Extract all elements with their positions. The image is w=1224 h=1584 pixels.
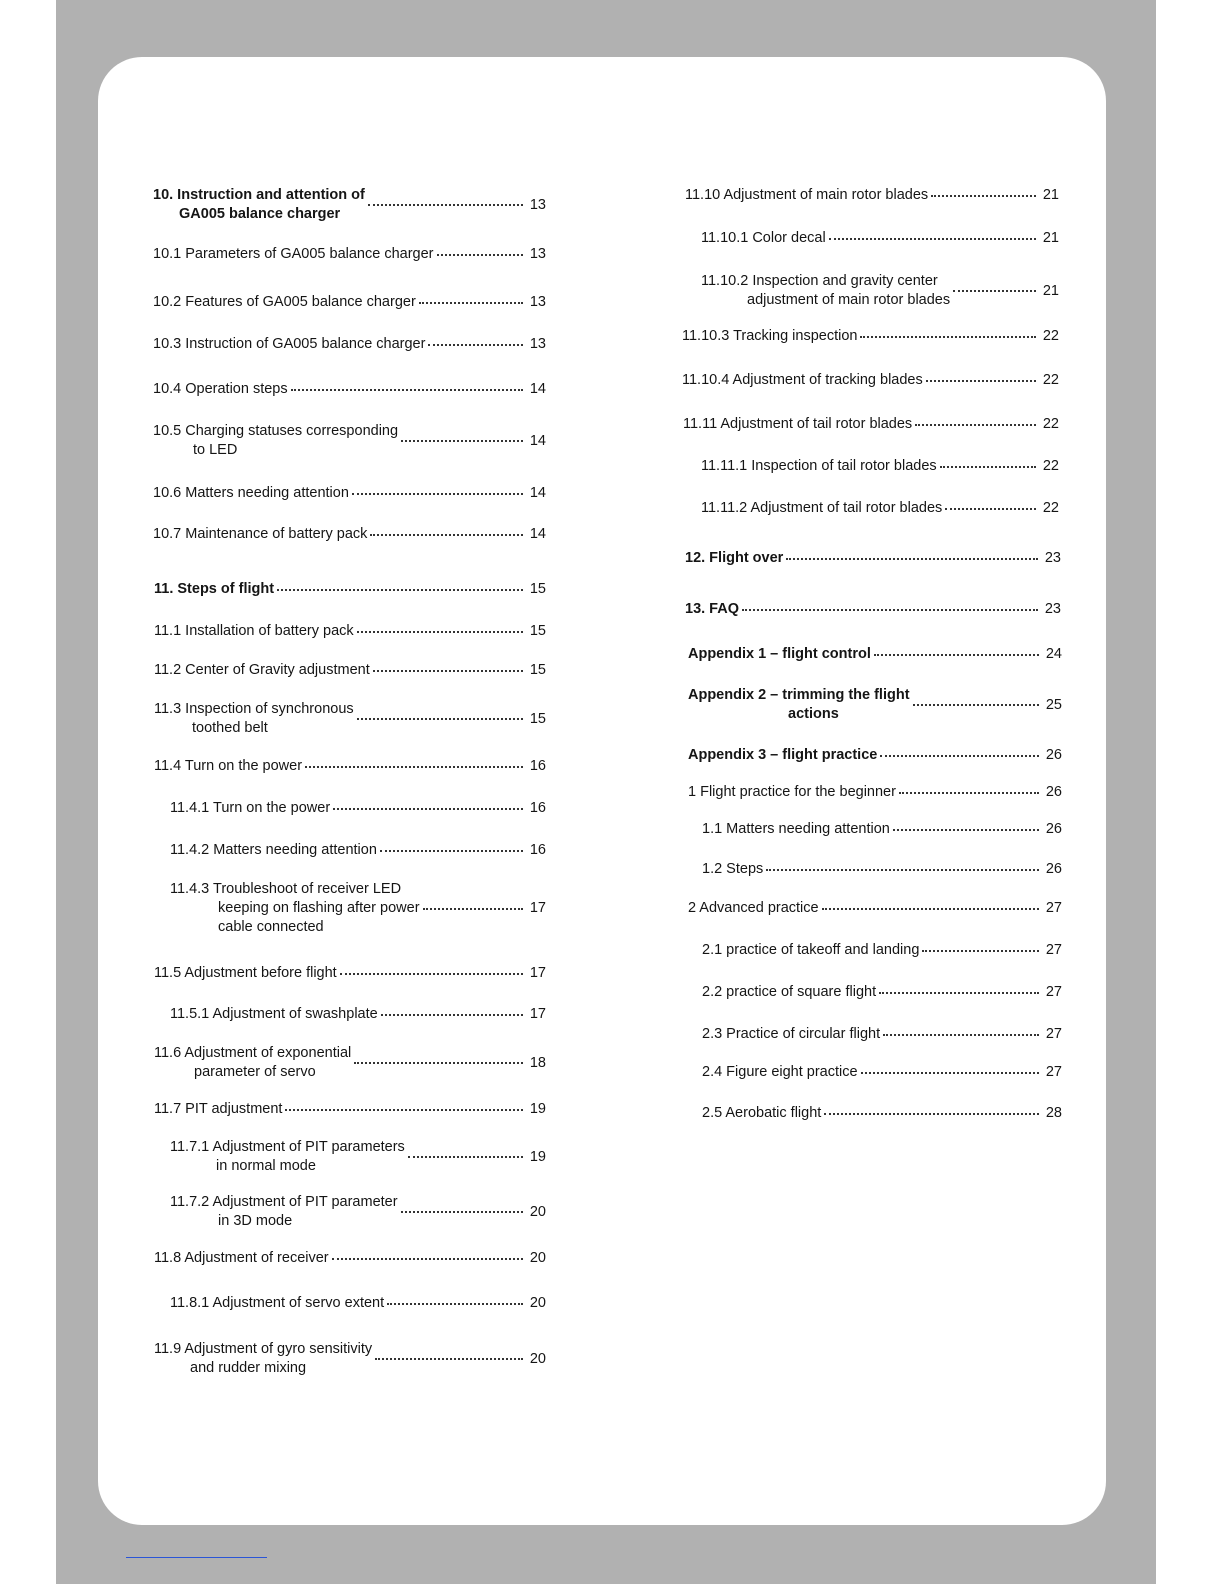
toc-entry[interactable] bbox=[702, 1025, 1062, 1044]
dot-leader bbox=[401, 1211, 523, 1213]
toc-page-number: 14 bbox=[529, 432, 546, 449]
toc-page-number: 15 bbox=[529, 581, 546, 597]
toc-entry[interactable] bbox=[682, 327, 1059, 346]
dot-leader bbox=[940, 466, 1036, 468]
toc-page-number: 23 bbox=[1044, 601, 1061, 617]
toc-page-number: 25 bbox=[1045, 696, 1062, 713]
dot-leader bbox=[861, 1072, 1039, 1074]
toc-page-number: 20 bbox=[529, 1203, 546, 1220]
toc-entry-title-line: and rudder mixing bbox=[190, 1360, 307, 1376]
toc-entry-title-line: to LED bbox=[193, 442, 238, 458]
toc-entry-title bbox=[702, 1104, 821, 1123]
toc-entry[interactable] bbox=[154, 1249, 546, 1268]
toc-entry-title bbox=[682, 327, 857, 346]
toc-page-number: 14 bbox=[529, 526, 546, 542]
toc-entry-title bbox=[701, 272, 950, 310]
toc-entry-title bbox=[153, 335, 425, 354]
dot-leader bbox=[742, 609, 1038, 611]
toc-entry-title bbox=[683, 415, 912, 434]
toc-entry-title bbox=[688, 783, 896, 802]
toc-entry-title-line: Appendix 1 – flight control bbox=[688, 646, 871, 662]
toc-entry[interactable] bbox=[153, 525, 546, 544]
toc-entry[interactable] bbox=[702, 1104, 1062, 1123]
dot-leader bbox=[332, 1258, 523, 1260]
toc-entry-title-line: 11.5 Adjustment before flight bbox=[154, 965, 337, 981]
toc-entry-title-line: GA005 balance charger bbox=[179, 206, 341, 222]
toc-page-number: 27 bbox=[1045, 1064, 1062, 1080]
toc-page-number: 22 bbox=[1042, 416, 1059, 432]
toc-page-number: 27 bbox=[1045, 1026, 1062, 1042]
toc-entry[interactable] bbox=[153, 380, 546, 399]
toc-entry-title bbox=[170, 1294, 384, 1313]
dot-leader bbox=[419, 302, 523, 304]
toc-entry[interactable] bbox=[702, 941, 1062, 960]
dot-leader bbox=[437, 254, 524, 256]
dot-leader bbox=[945, 508, 1036, 510]
toc-page-number: 20 bbox=[529, 1295, 546, 1311]
toc-entry-title-line: 10.2 Features of GA005 balance charger bbox=[153, 294, 416, 310]
toc-page-number: 16 bbox=[529, 800, 546, 816]
toc-entry-title bbox=[153, 245, 434, 264]
toc-entry[interactable] bbox=[154, 1044, 546, 1082]
toc-page-number: 22 bbox=[1042, 500, 1059, 516]
toc-page-number: 27 bbox=[1045, 984, 1062, 1000]
toc-entry-title-line: 11.7.2 Adjustment of PIT parameter bbox=[170, 1194, 398, 1210]
toc-entry-title-line: 2.1 practice of takeoff and landing bbox=[702, 942, 920, 958]
toc-entry-title bbox=[688, 645, 871, 664]
toc-entry-title bbox=[702, 1063, 858, 1082]
dot-leader bbox=[357, 718, 523, 720]
toc-entry[interactable] bbox=[170, 1193, 546, 1231]
toc-entry-title-line: toothed belt bbox=[192, 720, 268, 736]
dot-leader bbox=[893, 829, 1039, 831]
toc-page-number: 21 bbox=[1042, 187, 1059, 203]
toc-entry-title-line: in 3D mode bbox=[218, 1213, 293, 1229]
toc-entry[interactable] bbox=[154, 580, 546, 599]
dot-leader bbox=[786, 558, 1038, 560]
toc-page-number: 17 bbox=[529, 965, 546, 981]
dot-leader bbox=[357, 631, 523, 633]
toc-page-number: 26 bbox=[1045, 861, 1062, 877]
toc-entry-title bbox=[701, 499, 942, 518]
dot-leader bbox=[824, 1113, 1039, 1115]
toc-entry-title bbox=[153, 525, 367, 544]
toc-page-number: 22 bbox=[1042, 458, 1059, 474]
toc-entry-title-line: 1 Flight practice for the beginner bbox=[688, 784, 896, 800]
footer-link-underline[interactable] bbox=[126, 1557, 267, 1558]
toc-entry-title-line: 11.10.3 Tracking inspection bbox=[682, 328, 858, 344]
toc-entry[interactable] bbox=[154, 700, 546, 738]
toc-entry-title bbox=[682, 371, 923, 390]
dot-leader bbox=[829, 238, 1036, 240]
toc-entry-title bbox=[170, 1193, 398, 1231]
toc-entry-title bbox=[688, 899, 819, 918]
toc-entry-title-line: 1.1 Matters needing attention bbox=[702, 821, 890, 837]
toc-entry[interactable] bbox=[702, 820, 1062, 839]
toc-entry-title-line: 11.11.1 Inspection of tail rotor blades bbox=[701, 458, 937, 474]
dot-leader bbox=[922, 950, 1039, 952]
toc-entry-title bbox=[701, 457, 937, 476]
toc-entry-title-line: 10. Instruction and attention of bbox=[153, 187, 365, 203]
dot-leader bbox=[408, 1156, 523, 1158]
toc-entry[interactable] bbox=[154, 661, 546, 680]
toc-entry-title bbox=[685, 600, 739, 619]
toc-entry[interactable] bbox=[170, 841, 546, 860]
toc-entry-title bbox=[153, 293, 416, 312]
dot-leader bbox=[354, 1062, 523, 1064]
toc-page-number: 13 bbox=[529, 294, 546, 310]
toc-entry-title bbox=[154, 622, 354, 641]
dot-leader bbox=[380, 850, 523, 852]
toc-page-number: 14 bbox=[529, 485, 546, 501]
dot-leader bbox=[370, 534, 523, 536]
dot-leader bbox=[926, 380, 1036, 382]
toc-page-number: 16 bbox=[529, 842, 546, 858]
toc-entry-title bbox=[154, 1340, 372, 1378]
toc-entry[interactable] bbox=[688, 899, 1062, 918]
toc-entry[interactable] bbox=[170, 799, 546, 818]
toc-entry-title bbox=[153, 422, 398, 460]
toc-entry-title-line: 11.8.1 Adjustment of servo extent bbox=[170, 1295, 385, 1311]
toc-entry-title bbox=[170, 1005, 378, 1024]
toc-entry[interactable] bbox=[153, 484, 546, 503]
toc-entry-title-line: 2.5 Aerobatic flight bbox=[702, 1105, 822, 1121]
toc-entry-title bbox=[170, 841, 377, 860]
toc-page-number: 23 bbox=[1044, 550, 1061, 566]
toc-entry-title-line: 10.1 Parameters of GA005 balance charger bbox=[153, 246, 434, 262]
toc-entry-title-line: 11.7.1 Adjustment of PIT parameters bbox=[170, 1139, 405, 1155]
toc-entry-title bbox=[154, 661, 370, 680]
dot-leader bbox=[879, 992, 1039, 994]
toc-entry[interactable] bbox=[170, 880, 546, 937]
toc-page-number: 22 bbox=[1042, 372, 1059, 388]
toc-entry-title-line: 11.4.2 Matters needing attention bbox=[170, 842, 377, 858]
toc-entry[interactable] bbox=[153, 335, 546, 354]
toc-page-number: 17 bbox=[529, 900, 546, 916]
toc-entry-title-line: 1.2 Steps bbox=[702, 861, 764, 877]
toc-entry[interactable] bbox=[688, 783, 1062, 802]
toc-entry[interactable] bbox=[688, 645, 1062, 664]
toc-entry[interactable] bbox=[170, 1294, 546, 1313]
toc-entry[interactable] bbox=[702, 983, 1062, 1002]
toc-page-number: 19 bbox=[529, 1101, 546, 1117]
toc-entry[interactable] bbox=[154, 622, 546, 641]
toc-entry[interactable] bbox=[688, 746, 1062, 765]
toc-entry-title-line: 11.11 Adjustment of tail rotor blades bbox=[683, 416, 913, 432]
dot-leader bbox=[931, 195, 1036, 197]
toc-entry[interactable] bbox=[154, 964, 546, 983]
toc-entry-title-line: 11.10 Adjustment of main rotor blades bbox=[685, 187, 929, 203]
toc-entry-title bbox=[702, 860, 763, 879]
dot-leader bbox=[373, 670, 523, 672]
toc-entry-title bbox=[170, 880, 420, 937]
toc-entry-title-line: 11. Steps of flight bbox=[154, 581, 275, 597]
toc-page-number: 27 bbox=[1045, 942, 1062, 958]
toc-entry[interactable] bbox=[153, 422, 546, 460]
dot-leader bbox=[423, 908, 523, 910]
dot-leader bbox=[387, 1303, 523, 1305]
toc-entry-title bbox=[702, 1025, 880, 1044]
toc-entry[interactable] bbox=[701, 499, 1059, 518]
toc-entry-title-line: 11.9 Adjustment of gyro sensitivity bbox=[154, 1341, 373, 1357]
toc-page-number: 28 bbox=[1045, 1105, 1062, 1121]
toc-page-number: 19 bbox=[529, 1148, 546, 1165]
dot-leader bbox=[883, 1034, 1039, 1036]
dot-leader bbox=[340, 973, 523, 975]
toc-entry-title-line: 2.3 Practice of circular flight bbox=[702, 1026, 881, 1042]
toc-page-number: 26 bbox=[1045, 784, 1062, 800]
toc-page-number: 27 bbox=[1045, 900, 1062, 916]
dot-leader bbox=[381, 1014, 523, 1016]
toc-entry-title-line: 13. FAQ bbox=[685, 601, 739, 617]
dot-leader bbox=[913, 704, 1039, 706]
toc-entry[interactable] bbox=[701, 272, 1059, 310]
toc-entry-title-line: 10.4 Operation steps bbox=[153, 381, 288, 397]
dot-leader bbox=[401, 440, 523, 442]
toc-entry[interactable] bbox=[701, 457, 1059, 476]
toc-entry-title bbox=[701, 229, 826, 248]
toc-entry-title-line: 11.10.2 Inspection and gravity center bbox=[701, 273, 938, 289]
toc-entry-title-line: 2.2 practice of square flight bbox=[702, 984, 877, 1000]
toc-entry-title bbox=[154, 964, 337, 983]
toc-entry-title-line: 11.2 Center of Gravity adjustment bbox=[154, 662, 370, 678]
toc-page-number: 15 bbox=[529, 623, 546, 639]
dot-leader bbox=[874, 654, 1039, 656]
toc-entry-title bbox=[170, 1138, 405, 1176]
toc-entry-title-line: in normal mode bbox=[216, 1158, 316, 1174]
toc-entry[interactable] bbox=[170, 1005, 546, 1024]
toc-entry-title-line: 11.6 Adjustment of exponential bbox=[154, 1045, 352, 1061]
dot-leader bbox=[953, 290, 1036, 292]
toc-entry-title-line: 11.4.3 Troubleshoot of receiver LED bbox=[170, 881, 402, 897]
toc-entry[interactable] bbox=[685, 549, 1061, 568]
toc-entry[interactable] bbox=[702, 860, 1062, 879]
toc-page-number: 15 bbox=[529, 662, 546, 678]
toc-entry-title-line: 10.7 Maintenance of battery pack bbox=[153, 526, 368, 542]
toc-entry-title-line: keeping on flashing after power bbox=[218, 900, 420, 916]
toc-page-number: 13 bbox=[529, 246, 546, 262]
toc-entry-title bbox=[685, 549, 783, 568]
toc-entry-title-line: 10.6 Matters needing attention bbox=[153, 485, 349, 501]
toc-entry[interactable] bbox=[154, 1100, 546, 1119]
toc-entry[interactable] bbox=[153, 186, 546, 224]
toc-entry[interactable] bbox=[682, 371, 1059, 390]
toc-entry-title bbox=[153, 380, 288, 399]
toc-entry[interactable] bbox=[170, 1138, 546, 1176]
dot-leader bbox=[291, 389, 523, 391]
toc-page-number: 22 bbox=[1042, 328, 1059, 344]
toc-entry-title-line: 11.4 Turn on the power bbox=[154, 758, 303, 774]
dot-leader bbox=[860, 336, 1036, 338]
toc-entry-title-line: 11.10.4 Adjustment of tracking blades bbox=[682, 372, 923, 388]
toc-entry-title-line: Appendix 2 – trimming the flight bbox=[688, 687, 910, 703]
dot-leader bbox=[915, 424, 1036, 426]
toc-entry-title-line: 10.3 Instruction of GA005 balance charger bbox=[153, 336, 426, 352]
toc-entry-title bbox=[702, 983, 876, 1002]
toc-entry[interactable] bbox=[701, 229, 1059, 248]
dot-leader bbox=[305, 766, 523, 768]
toc-entry-title-line: 11.5.1 Adjustment of swashplate bbox=[170, 1006, 378, 1022]
toc-entry-title-line: cable connected bbox=[218, 919, 324, 935]
toc-page-number: 21 bbox=[1042, 230, 1059, 246]
toc-page-number: 18 bbox=[529, 1054, 546, 1071]
toc-entry[interactable] bbox=[154, 757, 546, 776]
toc-entry-title bbox=[154, 1100, 282, 1119]
dot-leader bbox=[375, 1358, 523, 1360]
dot-leader bbox=[277, 589, 523, 591]
toc-entry[interactable] bbox=[154, 1340, 546, 1378]
toc-entry-title-line: 11.4.1 Turn on the power bbox=[170, 800, 331, 816]
toc-page-number: 20 bbox=[529, 1350, 546, 1367]
toc-page-number: 13 bbox=[529, 336, 546, 352]
dot-leader bbox=[285, 1109, 523, 1111]
toc-page-number: 13 bbox=[529, 196, 546, 213]
toc-entry-title-line: actions bbox=[788, 706, 839, 722]
toc-page-number: 16 bbox=[529, 758, 546, 774]
toc-entry[interactable] bbox=[702, 1063, 1062, 1082]
toc-page-number: 14 bbox=[529, 381, 546, 397]
toc-entry-title-line: adjustment of main rotor blades bbox=[747, 292, 951, 308]
toc-entry-title bbox=[154, 757, 302, 776]
toc-page-number: 24 bbox=[1045, 646, 1062, 662]
dot-leader bbox=[899, 792, 1039, 794]
toc-entry-title bbox=[688, 686, 910, 724]
toc-page-number: 26 bbox=[1045, 821, 1062, 837]
toc-entry-title bbox=[154, 1044, 351, 1082]
toc-entry-title-line: 2.4 Figure eight practice bbox=[702, 1064, 858, 1080]
toc-entry-title-line: 11.11.2 Adjustment of tail rotor blades bbox=[701, 500, 943, 516]
toc-entry-title bbox=[154, 700, 354, 738]
toc-page-number: 15 bbox=[529, 710, 546, 727]
dot-leader bbox=[333, 808, 523, 810]
toc-entry[interactable] bbox=[685, 600, 1061, 619]
toc-entry-title bbox=[685, 186, 928, 205]
dot-leader bbox=[428, 344, 523, 346]
toc-entry-title-line: 12. Flight over bbox=[685, 550, 784, 566]
toc-entry[interactable] bbox=[153, 293, 546, 312]
dot-leader bbox=[880, 755, 1039, 757]
toc-entry-title bbox=[153, 484, 349, 503]
toc-entry[interactable] bbox=[688, 686, 1062, 724]
dot-leader bbox=[822, 908, 1039, 910]
toc-entry-title-line: 11.1 Installation of battery pack bbox=[154, 623, 354, 639]
toc-entry-title bbox=[154, 1249, 329, 1268]
toc-entry[interactable] bbox=[685, 186, 1059, 205]
toc-entry-title bbox=[153, 186, 365, 224]
toc-entry-title-line: 11.7 PIT adjustment bbox=[154, 1101, 283, 1117]
dot-leader bbox=[368, 204, 523, 206]
toc-entry[interactable] bbox=[153, 245, 546, 264]
toc-entry[interactable] bbox=[683, 415, 1059, 434]
toc-page-number: 21 bbox=[1042, 282, 1059, 299]
toc-entry-title bbox=[688, 746, 877, 765]
toc-entry-title bbox=[702, 820, 890, 839]
toc-page-number: 20 bbox=[529, 1250, 546, 1266]
toc-entry-title-line: 11.3 Inspection of synchronous bbox=[154, 701, 354, 717]
toc-entry-title-line: parameter of servo bbox=[194, 1064, 316, 1080]
toc-entry-title bbox=[170, 799, 330, 818]
toc-entry-title-line: 11.8 Adjustment of receiver bbox=[154, 1250, 329, 1266]
toc-entry-title-line: 10.5 Charging statuses corresponding bbox=[153, 423, 399, 439]
dot-leader bbox=[352, 493, 523, 495]
toc-entry-title-line: Appendix 3 – flight practice bbox=[688, 747, 878, 763]
toc-entry-title bbox=[154, 580, 274, 599]
dot-leader bbox=[766, 869, 1039, 871]
toc-entry-title-line: 11.10.1 Color decal bbox=[701, 230, 826, 246]
toc-entry-title bbox=[702, 941, 919, 960]
toc-page-number: 26 bbox=[1045, 747, 1062, 763]
toc-page-number: 17 bbox=[529, 1006, 546, 1022]
toc-entry-title-line: 2 Advanced practice bbox=[688, 900, 819, 916]
